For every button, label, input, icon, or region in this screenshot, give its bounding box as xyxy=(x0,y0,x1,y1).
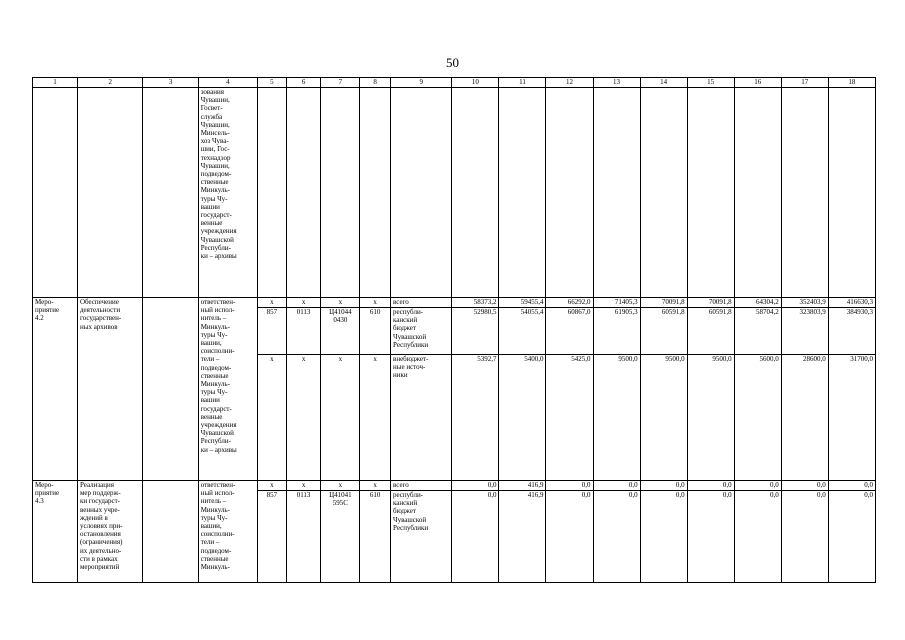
text-line: вашии, xyxy=(200,522,222,531)
text-line: шии, Гос- xyxy=(200,145,230,154)
code-type-cell: x xyxy=(360,298,391,308)
cell-empty xyxy=(360,88,391,298)
amount-cell: 5425,0 xyxy=(546,355,593,481)
text-line: хоз Чува- xyxy=(200,137,229,146)
text-line: Республики xyxy=(393,340,429,349)
column-header-1: 1 xyxy=(33,78,78,88)
cell-empty xyxy=(321,88,360,298)
amount-cell: 70091,8 xyxy=(687,298,734,308)
cell-empty xyxy=(391,88,452,298)
text-line: вашии xyxy=(200,202,220,211)
funding-source-cell xyxy=(391,298,452,308)
text-line: Чувашии, xyxy=(200,96,230,105)
code-grbs-cell: x xyxy=(258,481,287,491)
amount-cell: 58373,2 xyxy=(452,298,499,308)
code-section-cell: x xyxy=(286,298,321,308)
text-line: Госвет- xyxy=(200,104,223,113)
text-line: Реализация xyxy=(80,481,114,489)
text-line: Ц41044 xyxy=(329,308,352,316)
text-line: ный испол- xyxy=(200,306,235,315)
text-line: Минкуль- xyxy=(200,380,230,389)
code-grbs-cell: x xyxy=(258,298,287,308)
code-grbs-cell: 857 xyxy=(258,308,287,355)
measure-number-cell xyxy=(33,298,78,481)
code-type-cell: x xyxy=(360,481,391,491)
amount-cell: 0,0 xyxy=(452,491,499,583)
text-line: Минкуль- xyxy=(200,322,230,331)
text-line: тели – xyxy=(200,538,220,547)
code-grbs-cell: 857 xyxy=(258,491,287,583)
funding-source-cell xyxy=(391,481,452,491)
cell-empty xyxy=(593,88,640,298)
amount-cell: 384930,3 xyxy=(828,308,875,355)
text-line: 4.2 xyxy=(35,314,44,323)
amount-cell: 28600,0 xyxy=(781,355,828,481)
amount-cell: 0,0 xyxy=(828,491,875,583)
code-target-cell xyxy=(321,481,360,491)
text-line: Минкуль- xyxy=(200,505,230,514)
text-line: условиях при- xyxy=(80,522,123,531)
amount-cell: 52980,5 xyxy=(452,308,499,355)
amount-cell: 0,0 xyxy=(687,491,734,583)
column-header-9: 9 xyxy=(391,78,452,88)
text-line: туры Чу- xyxy=(200,388,228,397)
text-line: остановления xyxy=(80,530,121,539)
text-line: Чувашской xyxy=(393,515,427,524)
code-target-cell xyxy=(321,491,360,583)
text-line: подведом- xyxy=(200,546,232,555)
text-line: Ц41041 xyxy=(329,491,352,499)
code-section-cell: 0113 xyxy=(286,308,321,355)
text-line: подведом- xyxy=(200,363,232,372)
cell-empty xyxy=(828,88,875,298)
page-number: 50 xyxy=(446,55,459,70)
amount-cell: 0,0 xyxy=(546,481,593,491)
column-header-4: 4 xyxy=(198,78,257,88)
cell-empty xyxy=(286,88,321,298)
column-header-6: 6 xyxy=(286,78,321,88)
text-line: учреждения xyxy=(200,421,237,430)
amount-cell: 54055,4 xyxy=(499,308,546,355)
text-line: соисполни- xyxy=(200,530,235,539)
budget-table xyxy=(32,77,876,583)
text-line: ственные xyxy=(200,554,229,563)
text-line: мероприятий xyxy=(80,563,120,572)
column-header-10: 10 xyxy=(452,78,499,88)
cell-empty xyxy=(499,88,546,298)
amount-cell: 31700,0 xyxy=(828,355,875,481)
column-header-16: 16 xyxy=(734,78,781,88)
text-line: зования xyxy=(200,88,224,96)
text-line: государст- xyxy=(200,211,232,220)
column-header-17: 17 xyxy=(781,78,828,88)
amount-cell: 0,0 xyxy=(781,491,828,583)
text-line: бюджет xyxy=(393,507,416,516)
text-line: сти в рамках xyxy=(80,554,118,563)
amount-cell: 0,0 xyxy=(734,491,781,583)
responsible-executor-cell xyxy=(198,481,257,583)
text-line: бюджет xyxy=(393,324,416,333)
text-line: республи- xyxy=(393,308,424,316)
text-line: x xyxy=(338,481,343,489)
text-line: Чувашской xyxy=(200,235,234,244)
text-line: Обеспечение xyxy=(80,298,119,306)
cell-empty xyxy=(546,88,593,298)
funding-source-cell xyxy=(391,491,452,583)
amount-cell: 71405,3 xyxy=(593,298,640,308)
cell-col1 xyxy=(33,88,78,298)
text-line: вашии xyxy=(200,396,220,405)
text-line: приятие xyxy=(35,306,60,315)
measure-name-cell xyxy=(78,298,143,481)
text-line: Меро- xyxy=(35,481,54,489)
funding-source-cell xyxy=(391,355,452,481)
text-line: канский xyxy=(393,499,418,508)
amount-cell: 61905,3 xyxy=(593,308,640,355)
column-header-12: 12 xyxy=(546,78,593,88)
funding-source-cell xyxy=(391,308,452,355)
text-line: нитель – xyxy=(200,497,227,506)
text-line: учреждения xyxy=(200,227,237,236)
text-line: ждений в xyxy=(80,513,108,522)
text-line: ки – архивы xyxy=(200,252,237,261)
amount-cell: 352403,9 xyxy=(781,298,828,308)
amount-cell: 5400,0 xyxy=(499,355,546,481)
text-line: венные xyxy=(200,219,223,228)
table-row xyxy=(33,298,876,308)
amount-cell: 0,0 xyxy=(734,481,781,491)
text-line: ответствен- xyxy=(200,481,236,489)
text-line: канский xyxy=(393,316,418,325)
text-line: туры Чу- xyxy=(200,330,228,339)
amount-cell: 9500,0 xyxy=(593,355,640,481)
column-header-8: 8 xyxy=(360,78,391,88)
amount-cell: 0,0 xyxy=(687,481,734,491)
amount-cell: 5392,7 xyxy=(452,355,499,481)
text-line: государст- xyxy=(200,404,232,413)
amount-cell: 416,9 xyxy=(499,481,546,491)
column-header-7: 7 xyxy=(321,78,360,88)
amount-cell: 60867,0 xyxy=(546,308,593,355)
text-line: ответствен- xyxy=(200,298,236,306)
text-line: x xyxy=(338,298,343,306)
code-grbs-cell: x xyxy=(258,355,287,481)
text-line: ки государст- xyxy=(80,497,121,506)
text-line: (ограничения) xyxy=(80,538,123,547)
text-line: технадзор xyxy=(200,153,231,162)
text-line: ный испол- xyxy=(200,489,235,498)
text-line: ные источ- xyxy=(393,363,426,372)
amount-cell: 0,0 xyxy=(781,481,828,491)
amount-cell: 9500,0 xyxy=(687,355,734,481)
text-line: ственные xyxy=(200,178,229,187)
text-line: всего xyxy=(393,298,409,306)
column-header-14: 14 xyxy=(640,78,687,88)
column-header-15: 15 xyxy=(687,78,734,88)
cell-empty xyxy=(734,88,781,298)
amount-cell: 60591,8 xyxy=(640,308,687,355)
text-line: государствен- xyxy=(80,314,122,323)
amount-cell: 0,0 xyxy=(593,481,640,491)
table-row xyxy=(33,88,876,298)
text-line: Чувашской xyxy=(393,332,427,341)
column-header-11: 11 xyxy=(499,78,546,88)
text-line: внебюджет- xyxy=(393,355,429,363)
text-line: приятие xyxy=(35,489,60,498)
amount-cell: 9500,0 xyxy=(640,355,687,481)
responsible-executor-cell xyxy=(198,298,257,481)
amount-cell: 58704,2 xyxy=(734,308,781,355)
text-line: Чувашии, xyxy=(200,161,230,170)
amount-cell: 0,0 xyxy=(452,481,499,491)
text-line: Минкуль- xyxy=(200,186,230,195)
text-line: туры Чу- xyxy=(200,513,228,522)
text-line: соисполни- xyxy=(200,347,235,356)
text-line: подведом- xyxy=(200,170,232,179)
cell-col2 xyxy=(78,88,143,298)
measure-number-cell xyxy=(33,481,78,583)
text-line: венные xyxy=(200,412,223,421)
column-header-13: 13 xyxy=(593,78,640,88)
amount-cell: 70091,8 xyxy=(640,298,687,308)
text-line: Минсель- xyxy=(200,129,230,138)
text-line: республи- xyxy=(393,491,424,499)
column-header-5: 5 xyxy=(258,78,287,88)
amount-cell: 5600,0 xyxy=(734,355,781,481)
code-section-cell: 0113 xyxy=(286,491,321,583)
amount-cell: 60591,8 xyxy=(687,308,734,355)
text-line: Республики xyxy=(393,523,429,532)
text-line: венных учре- xyxy=(80,505,120,514)
text-line: Чувашии, xyxy=(200,120,230,129)
measure-name-cell xyxy=(78,481,143,583)
text-line: ственные xyxy=(200,371,229,380)
amount-cell: 323803,9 xyxy=(781,308,828,355)
code-section-cell: x xyxy=(286,355,321,481)
text-line: ных архивов xyxy=(80,322,118,331)
text-line: ники xyxy=(393,371,408,380)
cell-col3 xyxy=(143,88,198,298)
text-line: 0430 xyxy=(333,316,348,325)
text-line: Минкуль- xyxy=(200,563,230,572)
text-line: туры Чу- xyxy=(200,194,228,203)
header-row xyxy=(33,78,876,88)
text-line: Меро- xyxy=(35,298,54,306)
text-line: деятельности xyxy=(80,306,121,315)
text-line: Республи- xyxy=(200,243,232,252)
text-line: служба xyxy=(200,112,223,121)
text-line: Чувашской xyxy=(200,429,234,438)
amount-cell: 0,0 xyxy=(828,481,875,491)
cell-responsible xyxy=(198,88,257,298)
text-line: их деятельно- xyxy=(80,546,122,555)
code-type-cell: 610 xyxy=(360,491,391,583)
code-target-cell xyxy=(321,298,360,308)
text-line: всего xyxy=(393,481,409,489)
cell-empty xyxy=(781,88,828,298)
amount-cell: 416630,3 xyxy=(828,298,875,308)
text-line: Республи- xyxy=(200,437,232,446)
table-row xyxy=(33,481,876,491)
code-section-cell: x xyxy=(286,481,321,491)
cell-empty xyxy=(258,88,287,298)
amount-cell: 0,0 xyxy=(593,491,640,583)
cell-col3 xyxy=(143,481,198,583)
text-line: тели – xyxy=(200,355,220,364)
column-header-2: 2 xyxy=(78,78,143,88)
text-line: 595С xyxy=(332,499,348,508)
text-line: x xyxy=(338,355,343,363)
cell-empty xyxy=(640,88,687,298)
column-header-3: 3 xyxy=(143,78,198,88)
table-body xyxy=(33,78,876,583)
cell-empty xyxy=(452,88,499,298)
text-line: вашии, xyxy=(200,339,222,348)
code-type-cell: 610 xyxy=(360,308,391,355)
text-line: 4.3 xyxy=(35,497,44,506)
amount-cell: 59455,4 xyxy=(499,298,546,308)
cell-empty xyxy=(687,88,734,298)
cell-col3 xyxy=(143,298,198,481)
amount-cell: 0,0 xyxy=(546,491,593,583)
text-line: ки – архивы xyxy=(200,445,237,454)
text-line: мер поддерж- xyxy=(80,489,121,498)
amount-cell: 0,0 xyxy=(640,491,687,583)
amount-cell: 64304,2 xyxy=(734,298,781,308)
column-header-18: 18 xyxy=(828,78,875,88)
code-type-cell: x xyxy=(360,355,391,481)
amount-cell: 0,0 xyxy=(640,481,687,491)
amount-cell: 416,9 xyxy=(499,491,546,583)
text-line: нитель – xyxy=(200,314,227,323)
code-target-cell xyxy=(321,355,360,481)
code-target-cell xyxy=(321,308,360,355)
amount-cell: 66292,0 xyxy=(546,298,593,308)
